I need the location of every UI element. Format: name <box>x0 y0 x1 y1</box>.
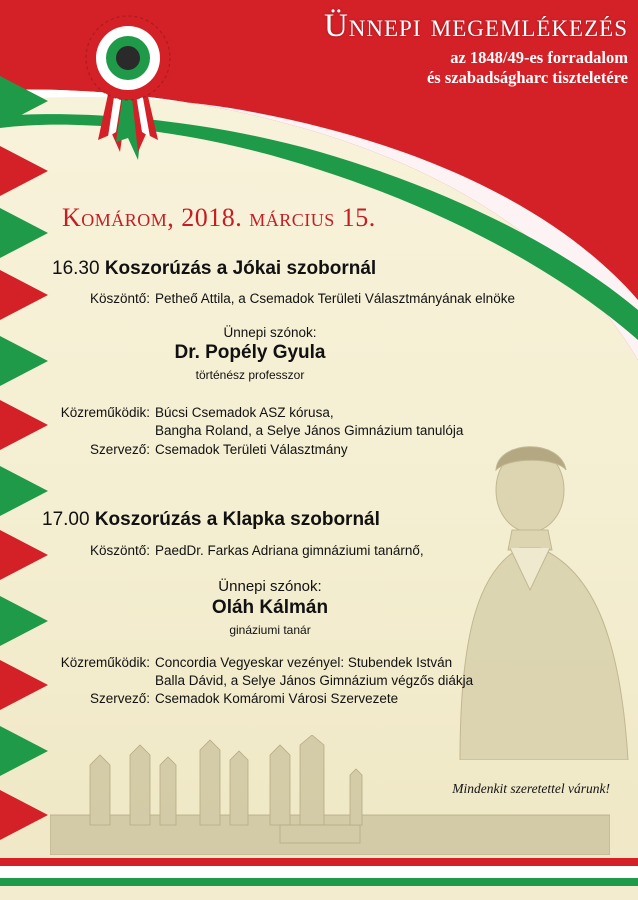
event1-greeting-label: Köszöntő: <box>89 291 150 306</box>
event2-contrib-line1: Concordia Vegyeskar vezényel: Stubendek István <box>155 655 453 670</box>
event1-organizer-value: Csemadok Területi Választmány <box>155 442 348 457</box>
bottom-white-stripe <box>0 866 638 878</box>
header-title: Ünnepi megemlékezés <box>323 8 628 44</box>
event2-greeting-label: Köszöntő: <box>89 543 150 558</box>
event1-heading <box>52 258 376 280</box>
header-subtitle-line1: az 1848/49-es forradalom <box>450 48 628 67</box>
event1-contrib-line1: Búcsi Csemadok ASZ kórusa, <box>155 405 334 420</box>
header-subtitle-line2: és szabadságharc tiszteletére <box>426 68 628 87</box>
bottom-green-stripe <box>0 878 638 886</box>
left-triangles <box>0 76 48 840</box>
event1-speaker-name: Dr. Popély Gyula <box>174 342 326 363</box>
event1-contrib-label: Közreműködik: <box>60 405 150 420</box>
event2-contrib-label: Közreműködik: <box>60 655 150 670</box>
event1-contrib-line2: Bangha Roland, a Selye János Gimnázium tanulója <box>155 423 464 438</box>
date-line: Komárom, 2018. március 15. <box>62 203 376 232</box>
event1-time: 16.30 <box>52 258 100 279</box>
event2-contrib-line2: Balla Dávid, a Selye János Gimnázium végzős diákja <box>155 673 474 688</box>
event1-title: Koszorúzás a Jókai szobornál <box>104 258 377 279</box>
event1-speaker-role: történész professzor <box>195 368 305 382</box>
event2-time: 17.00 <box>42 509 90 530</box>
event2-speaker-caption: Ünnepi szónok: <box>218 578 322 595</box>
event2-organizer-label: Szervező: <box>89 691 150 706</box>
event2-speaker-role: gináziumi tanár <box>229 623 311 637</box>
cockade-icon <box>68 12 188 162</box>
closing-text: Mindenkit szeretettel várunk! <box>452 781 610 796</box>
event2-greeting-value: PaedDr. Farkas Adriana gimnáziumi tanárnő, <box>155 543 424 558</box>
portrait-illustration <box>440 430 638 760</box>
event1-organizer-label: Szervező: <box>89 442 150 457</box>
event2-organizer-value: Csemadok Komáromi Városi Szervezete <box>155 691 399 706</box>
bottom-red-stripe <box>0 858 638 866</box>
event2-heading <box>42 509 380 531</box>
event1-speaker-caption: Ünnepi szónok: <box>223 325 317 340</box>
event2-title: Koszorúzás a Klapka szobornál <box>94 509 380 530</box>
event1-greeting-value: Petheő Attila, a Csemadok Területi Választmányának elnöke <box>155 291 515 306</box>
event2-speaker-name: Oláh Kálmán <box>211 597 329 618</box>
